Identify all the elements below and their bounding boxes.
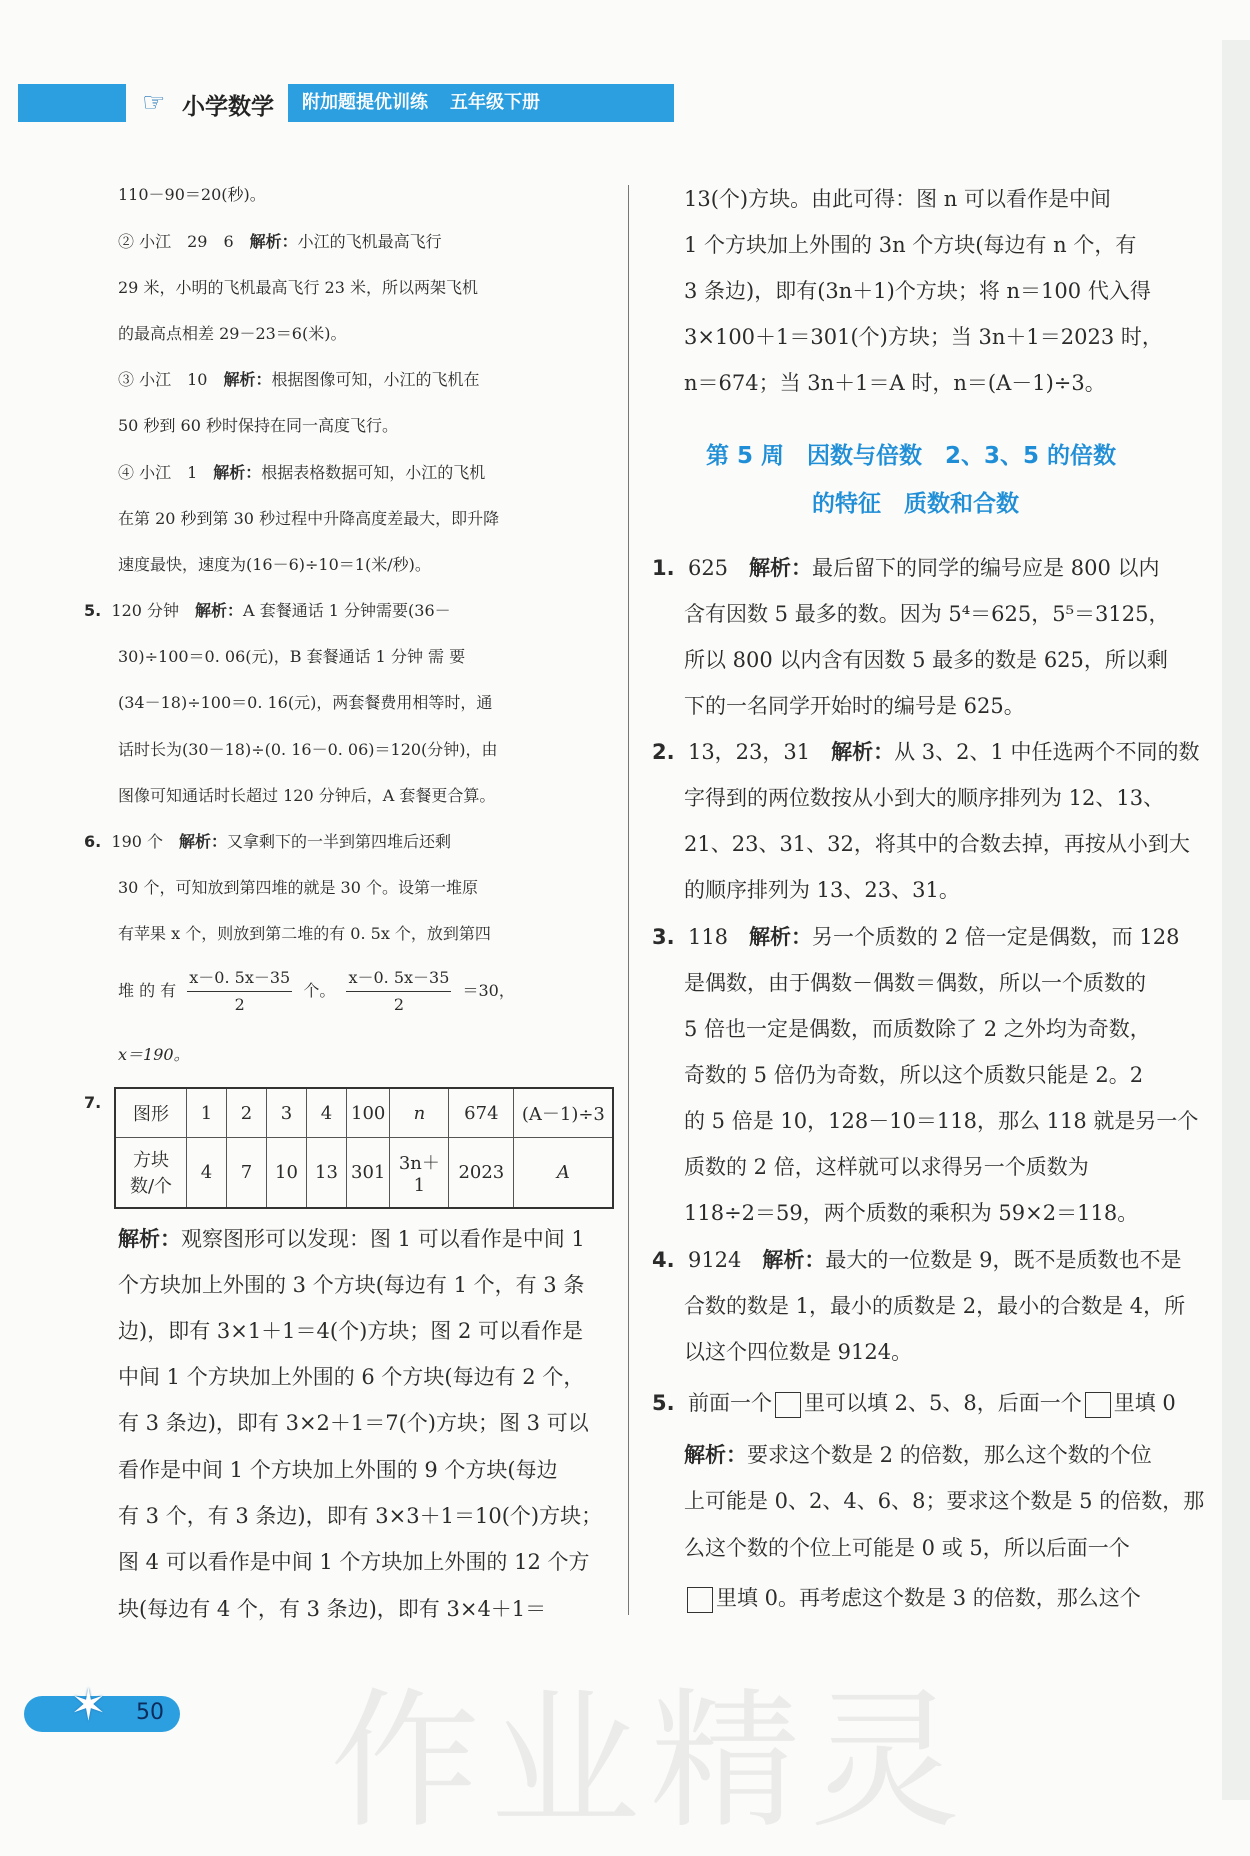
text-line: 50 秒到 60 秒时保持在同一高度飞行。: [118, 416, 398, 435]
table-cell: 10: [267, 1138, 307, 1208]
text-line: x＝190。: [118, 1045, 190, 1064]
page-number: 50: [136, 1700, 164, 1725]
text-line: 解析：观察图形可以发现：图 1 可以看作是中间 1: [118, 1227, 585, 1251]
text-line: 21、23、31、32，将其中的合数去掉，再按从小到大: [684, 832, 1190, 856]
text-line: 上可能是 0、2、4、6、8；要求这个数是 5 的倍数，那: [684, 1489, 1205, 1513]
text-line: 奇数的 5 倍仍为奇数，所以这个质数只能是 2。2: [684, 1063, 1144, 1087]
text-line: 么这个数的个位上可能是 0 或 5，所以后面一个: [684, 1536, 1130, 1560]
text-line: (34－18)÷100＝0. 16(元)，两套餐费用相等时，通: [118, 693, 493, 712]
page-edge: [1222, 40, 1250, 1800]
table-cell: 1: [187, 1088, 227, 1138]
text-line: 的最高点相差 29－23＝6(米)。: [118, 324, 347, 343]
text-line: 3 条边)，即有(3n＋1)个方块；将 n＝100 代入得: [684, 279, 1151, 303]
fraction: $\frac{x-0. 5x-35}{2}$: [346, 965, 451, 1018]
table-cell: 7: [227, 1138, 267, 1208]
table-cell: 4: [307, 1088, 347, 1138]
text-line: 块(每边有 4 个，有 3 条边)，即有 3×4＋1＝: [118, 1597, 547, 1621]
text-line: 30 个，可知放到第四堆的就是 30 个。设第一堆原: [118, 878, 478, 897]
text-line: 110－90＝20(秒)。: [118, 185, 266, 204]
text-line: 中间 1 个方块加上外围的 6 个方块(每边有 2 个，: [118, 1365, 585, 1389]
blank-box: [687, 1587, 713, 1613]
problem-2: 2. 13，23，31 解析：从 3、2、1 中任选两个不同的数: [652, 740, 1200, 764]
text-line: 字得到的两位数按从小到大的顺序排列为 12、13、: [684, 786, 1165, 810]
table-cell: 301: [347, 1138, 390, 1208]
pointing-hand-icon: ☞: [142, 88, 166, 118]
table-cell: 2: [227, 1088, 267, 1138]
text-line: 5 倍也一定是偶数，而质数除了 2 之外均为奇数，: [684, 1017, 1151, 1041]
table-row: [115, 1088, 613, 1138]
section-title: 第 5 周 因数与倍数 2、3、5 的倍数: [706, 443, 1117, 469]
text-line: 下的一名同学开始时的编号是 625。: [684, 694, 1025, 718]
text-line: n＝674；当 3n＋1＝A 时，n＝(A－1)÷3。: [684, 371, 1106, 395]
text-line: 有 3 条边)，即有 3×2＋1＝7(个)方块；图 3 可以: [118, 1411, 589, 1435]
table-cell: (A－1)÷3: [514, 1088, 614, 1138]
text-line: 在第 20 秒到第 30 秒过程中升降高度差最大，即升降: [118, 509, 500, 528]
series-title: 附加题提优训练: [302, 92, 428, 113]
text-line: 图像可知通话时长超过 120 分钟后，A 套餐更合算。: [118, 786, 496, 805]
text-line: 有 3 个，有 3 条边)，即有 3×3＋1＝10(个)方块；: [118, 1504, 603, 1528]
text-line: 30)÷100＝0. 06(元)，B 套餐通话 1 分钟 需 要: [118, 647, 466, 666]
table-cell: 图形: [115, 1088, 187, 1138]
grade-label: 五年级下册: [450, 92, 540, 113]
table-cell: 13: [307, 1138, 347, 1208]
section-subtitle: 的特征 质数和合数: [812, 491, 1019, 517]
table-cell: n: [390, 1088, 449, 1138]
text-line: 的 5 倍是 10，128－10＝118，那么 118 就是另一个: [684, 1109, 1199, 1133]
text-line: 看作是中间 1 个方块加上外围的 9 个方块(每边: [118, 1458, 558, 1482]
text-line: 29 米，小明的飞机最高飞行 23 米，所以两架飞机: [118, 278, 478, 297]
blank-box: [1085, 1392, 1111, 1418]
table-cell: 3n＋1: [390, 1138, 449, 1208]
problem-6: 6. 190 个 解析：又拿剩下的一半到第四堆后还剩: [84, 832, 452, 851]
text-line: 以这个四位数是 9124。: [684, 1340, 913, 1364]
sparkle-icon: ✶: [70, 1680, 107, 1731]
text-line: 图 4 可以看作是中间 1 个方块加上外围的 12 个方: [118, 1550, 590, 1574]
table-cell: A: [514, 1138, 614, 1208]
column-divider: [628, 185, 629, 1615]
header-bar-left: [18, 84, 126, 122]
table-cell: 2023: [449, 1138, 514, 1208]
problem-1: 1. 625 解析：最后留下的同学的编号应是 800 以内: [652, 556, 1160, 580]
answer-3: ③ 小江 10 解析：根据图像可知，小江的飞机在: [118, 370, 480, 389]
watermark: 作业精灵: [330, 1675, 971, 1849]
table-cell: 4: [187, 1138, 227, 1208]
table-cell: 方块 数/个: [115, 1138, 187, 1208]
text-line: 合数的数是 1，最小的质数是 2，最小的合数是 4，所: [684, 1294, 1186, 1318]
problem-5: 5. 120 分钟 解析：A 套餐通话 1 分钟需要(36－: [84, 601, 451, 620]
text-line: 质数的 2 倍，这样就可以求得另一个质数为: [684, 1155, 1089, 1179]
blank-box: [775, 1392, 801, 1418]
text-line: 边)，即有 3×1＋1＝4(个)方块；图 2 可以看作是: [118, 1319, 584, 1343]
problem-7-number: 7.: [84, 1093, 102, 1112]
text-line: 118÷2＝59，两个质数的乘积为 59×2＝118。: [684, 1201, 1139, 1225]
problem-3: 3. 118 解析：另一个质数的 2 倍一定是偶数，而 128: [652, 925, 1180, 949]
text-line: 有苹果 x 个，则放到第二堆的有 0. 5x 个，放到第四: [118, 924, 491, 943]
text-line: 里填 0。再考虑这个数是 3 的倍数，那么这个: [684, 1583, 1141, 1613]
text-line: 个方块加上外围的 3 个方块(每边有 1 个，有 3 条: [118, 1273, 585, 1297]
answer-4: ④ 小江 1 解析：根据表格数据可知，小江的飞机: [118, 463, 486, 482]
table-row: [115, 1138, 613, 1208]
fraction: $\frac{x-0. 5x-35}{2}$: [187, 965, 292, 1018]
text-line: 的顺序排列为 13、23、31。: [684, 878, 960, 902]
pattern-table: [114, 1087, 614, 1209]
table-cell: 100: [347, 1088, 390, 1138]
text-line: 是偶数，由于偶数－偶数＝偶数，所以一个质数的: [684, 971, 1146, 995]
table-cell: 674: [449, 1088, 514, 1138]
text-line: 话时长为(30－18)÷(0. 16－0. 06)＝120(分钟)，由: [118, 740, 498, 759]
answer-2: ② 小江 29 6 解析：小江的飞机最高飞行: [118, 232, 442, 251]
header-bar-right: [288, 84, 674, 122]
problem-4: 4. 9124 解析：最大的一位数是 9，既不是质数也不是: [652, 1248, 1182, 1272]
text-line: 1 个方块加上外围的 3n 个方块(每边有 n 个，有: [684, 233, 1137, 257]
table-cell: 3: [267, 1088, 307, 1138]
text-line: 速度最快，速度为(16－6)÷10＝1(米/秒)。: [118, 555, 431, 574]
text-line: 13(个)方块。由此可得：图 n 可以看作是中间: [684, 187, 1111, 211]
problem-5-right: 5. 前面一个 里可以填 2、5、8，后面一个 里填 0: [652, 1388, 1176, 1418]
text-line: 所以 800 以内含有因数 5 最多的数是 625，所以剩: [684, 648, 1168, 672]
fraction-line: 堆 的 有 $\frac{x-0. 5x-35}{2}$ 个。 $\frac{x-0. 5x-35}{2}$ ＝30，: [118, 965, 515, 1018]
text-line: 解析：要求这个数是 2 的倍数，那么这个数的个位: [684, 1443, 1152, 1467]
text-line: 含有因数 5 最多的数。因为 5⁴＝625，5⁵＝3125，: [684, 602, 1170, 626]
text-line: 3×100＋1＝301(个)方块；当 3n＋1＝2023 时，: [684, 325, 1163, 349]
book-title: 小学数学: [182, 94, 274, 120]
